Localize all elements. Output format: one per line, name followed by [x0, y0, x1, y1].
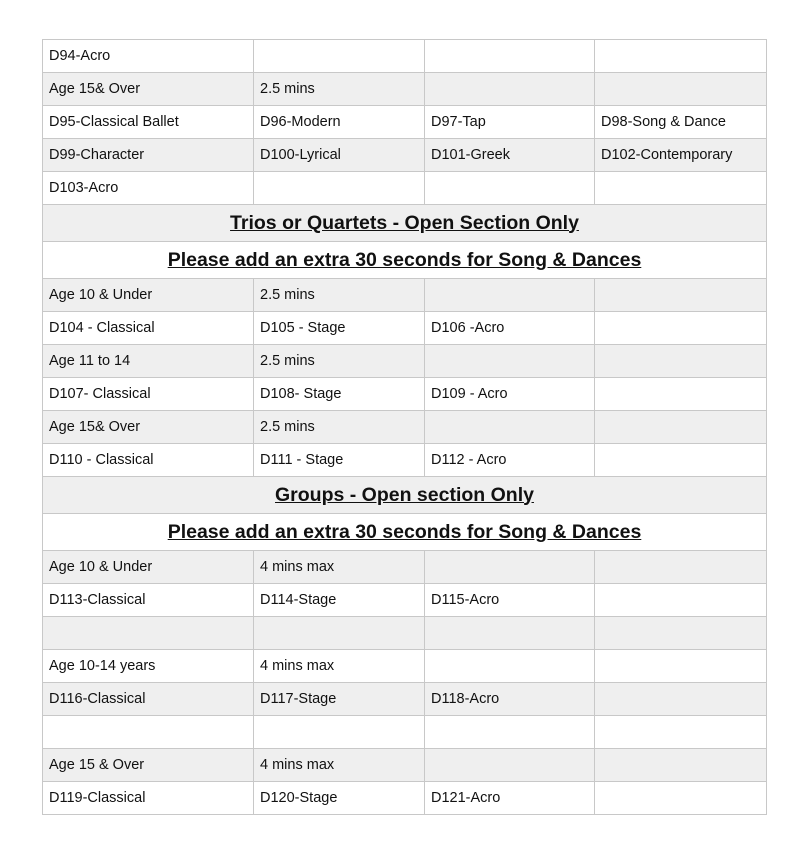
- table-cell: Age 10 & Under: [43, 551, 254, 584]
- table-row: [43, 139, 767, 172]
- table-cell: [425, 650, 595, 683]
- table-cell: D116-Classical: [43, 683, 254, 716]
- table-cell: 2.5 mins: [254, 73, 425, 106]
- table-cell: D95-Classical Ballet: [43, 106, 254, 139]
- section-heading: Please add an extra 30 seconds for Song & Dances: [43, 242, 767, 279]
- table-cell: D106 -Acro: [425, 312, 595, 345]
- table-cell: 2.5 mins: [254, 279, 425, 312]
- table-row: [43, 312, 767, 345]
- table-row: [43, 411, 767, 444]
- table-cell: [254, 40, 425, 73]
- table-cell: D101-Greek: [425, 139, 595, 172]
- table-row: [43, 584, 767, 617]
- table-cell: [425, 411, 595, 444]
- table-row: [43, 279, 767, 312]
- table-cell: [595, 444, 767, 477]
- table-row: [43, 551, 767, 584]
- table-cell: 2.5 mins: [254, 345, 425, 378]
- table-cell: D102-Contemporary: [595, 139, 767, 172]
- table-cell: Age 15& Over: [43, 411, 254, 444]
- table-cell: D96-Modern: [254, 106, 425, 139]
- table-cell: D118-Acro: [425, 683, 595, 716]
- table-cell: [595, 683, 767, 716]
- table-row: [43, 683, 767, 716]
- table-cell: D105 - Stage: [254, 312, 425, 345]
- table-cell: D115-Acro: [425, 584, 595, 617]
- table-cell: 4 mins max: [254, 551, 425, 584]
- table-cell: D119-Classical: [43, 782, 254, 815]
- table-cell: [595, 73, 767, 106]
- table-cell: [425, 749, 595, 782]
- table-cell: D99-Character: [43, 139, 254, 172]
- section-heading-row: [43, 477, 767, 514]
- table-cell: [595, 716, 767, 749]
- table-cell: Age 10-14 years: [43, 650, 254, 683]
- table-cell: D111 - Stage: [254, 444, 425, 477]
- table-row: [43, 106, 767, 139]
- table-cell: D112 - Acro: [425, 444, 595, 477]
- table-cell: [595, 584, 767, 617]
- table-cell: [595, 749, 767, 782]
- table-cell: [43, 617, 254, 650]
- table-cell: D103-Acro: [43, 172, 254, 205]
- table-row: [43, 345, 767, 378]
- table-cell: [595, 650, 767, 683]
- table-cell: [595, 312, 767, 345]
- table-row: [43, 444, 767, 477]
- schedule-body: [43, 40, 767, 815]
- table-cell: D121-Acro: [425, 782, 595, 815]
- dance-schedule-table: [42, 39, 767, 815]
- table-cell: D120-Stage: [254, 782, 425, 815]
- table-cell: D110 - Classical: [43, 444, 254, 477]
- table-cell: [595, 279, 767, 312]
- table-row: [43, 716, 767, 749]
- table-cell: [425, 279, 595, 312]
- table-cell: [43, 716, 254, 749]
- table-cell: D117-Stage: [254, 683, 425, 716]
- table-row: [43, 40, 767, 73]
- table-cell: [595, 551, 767, 584]
- table-cell: 4 mins max: [254, 650, 425, 683]
- table-cell: [254, 172, 425, 205]
- table-cell: [425, 172, 595, 205]
- table-cell: [425, 716, 595, 749]
- table-cell: [595, 617, 767, 650]
- section-heading-row: [43, 514, 767, 551]
- table-cell: Age 10 & Under: [43, 279, 254, 312]
- table-cell: [595, 378, 767, 411]
- table-cell: [425, 617, 595, 650]
- section-heading: Please add an extra 30 seconds for Song & Dances: [43, 514, 767, 551]
- table-cell: [595, 411, 767, 444]
- table-cell: [425, 551, 595, 584]
- table-cell: [595, 345, 767, 378]
- table-cell: [425, 73, 595, 106]
- table-cell: 2.5 mins: [254, 411, 425, 444]
- table-row: [43, 650, 767, 683]
- table-cell: D109 - Acro: [425, 378, 595, 411]
- table-cell: [595, 782, 767, 815]
- table-cell: [254, 716, 425, 749]
- section-heading: Trios or Quartets - Open Section Only: [43, 205, 767, 242]
- table-row: [43, 617, 767, 650]
- table-cell: D113-Classical: [43, 584, 254, 617]
- table-cell: D114-Stage: [254, 584, 425, 617]
- section-heading-row: [43, 242, 767, 279]
- table-cell: D108- Stage: [254, 378, 425, 411]
- table-row: [43, 749, 767, 782]
- table-cell: 4 mins max: [254, 749, 425, 782]
- table-cell: D97-Tap: [425, 106, 595, 139]
- table-cell: D94-Acro: [43, 40, 254, 73]
- table-cell: [425, 40, 595, 73]
- table-cell: [425, 345, 595, 378]
- table-row: [43, 73, 767, 106]
- table-cell: D100-Lyrical: [254, 139, 425, 172]
- table-cell: D107- Classical: [43, 378, 254, 411]
- table-row: [43, 782, 767, 815]
- table-cell: Age 15 & Over: [43, 749, 254, 782]
- table-cell: Age 15& Over: [43, 73, 254, 106]
- table-cell: [595, 172, 767, 205]
- table-row: [43, 172, 767, 205]
- table-cell: D98-Song & Dance: [595, 106, 767, 139]
- table-cell: [254, 617, 425, 650]
- table-cell: Age 11 to 14: [43, 345, 254, 378]
- section-heading-row: [43, 205, 767, 242]
- table-row: [43, 378, 767, 411]
- section-heading: Groups - Open section Only: [43, 477, 767, 514]
- table-cell: D104 - Classical: [43, 312, 254, 345]
- table-cell: [595, 40, 767, 73]
